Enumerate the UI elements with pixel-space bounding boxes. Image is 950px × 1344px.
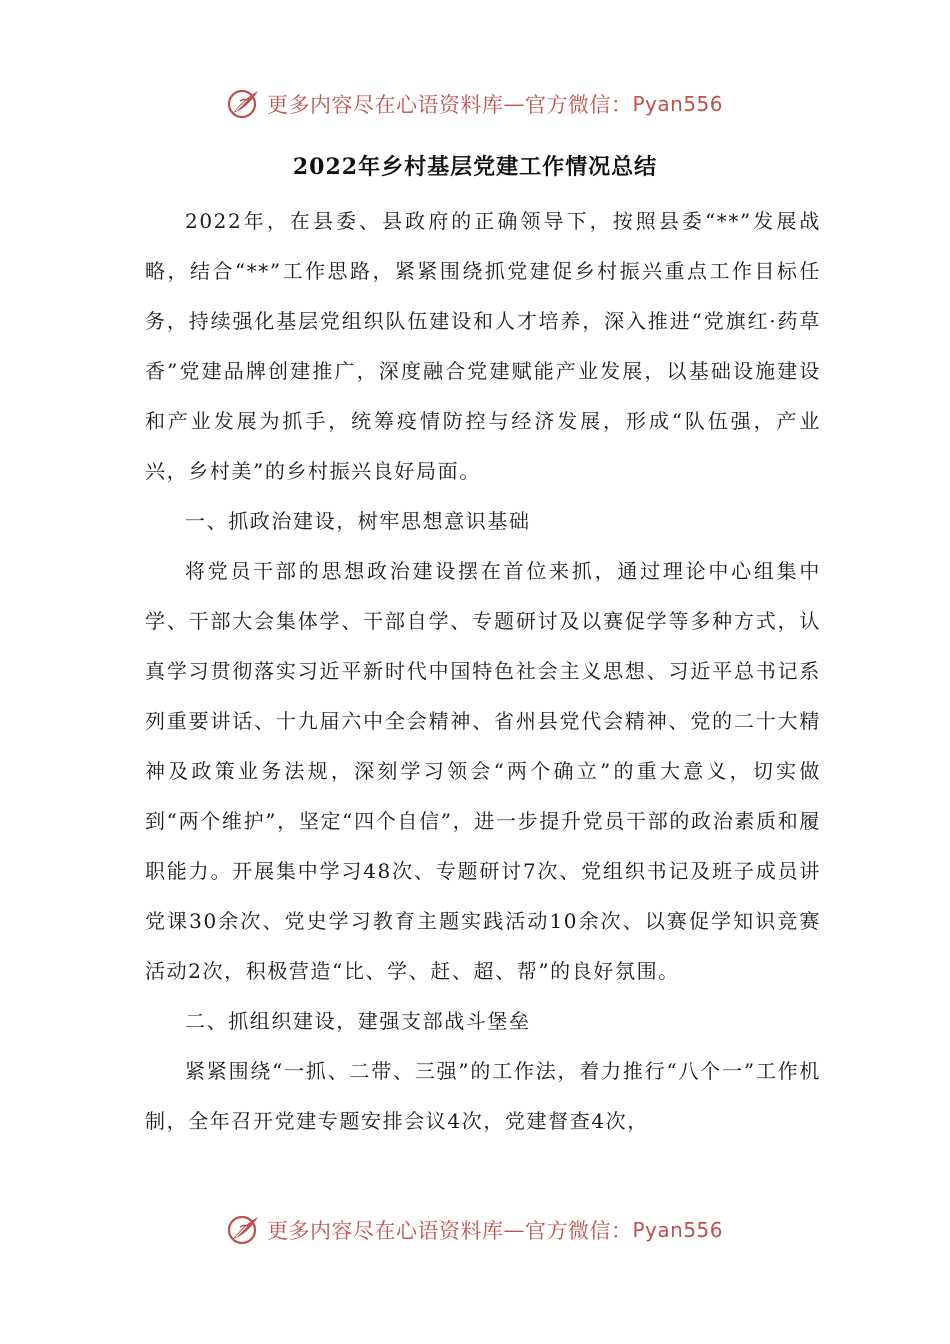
paragraph-political: 将党员干部的思想政治建设摆在首位来抓，通过理论中心组集中学、干部大会集体学、干部自学、专题研讨及以赛促学等多种方式，认真学习贯彻落实习近平新时代中国特色社会主义思想、习近平总书记系列重要讲话、十九届六中全会精神、省州县党代会精神、党的二十大精神及政策业务法规，深刻学习领会“两个确立”的重大意义，切实做到“两个维护”，坚定“四个自信”，进一步提升党员干部的政治素质和履职能力。开展集中学习48次、专题研讨7次、党组织书记及班子成员讲党课30余次、党史学习教育主题实践活动10余次、以赛促学知识竞赛活动2次，积极营造“比、学、赶、超、帮”的良好氛围。 [145,559,821,983]
header-watermark-banner [0,82,950,126]
banner-wechat-label: 官方微信： [524,93,633,117]
paragraph-intro: 2022年，在县委、县政府的正确领导下，按照县委“**”发展战略，结合“**”工作思路，紧紧围绕抓党建促乡村振兴重点工作目标任务，持续强化基层党组织队伍建设和人才培养，深入推进“党旗红·药草香”党建品牌创建推广，深度融合党建赋能产业发展，以基础设施建设和产业发展为抓手，统筹疫情防控与经济发展，形成“队伍强，产业兴，乡村美”的乡村振兴良好局面。 [145,209,821,483]
banner-main-text: 更多内容尽在心语资料库 [266,1219,504,1243]
document-body [145,196,821,1146]
document-title: 2022年乡村基层党建工作情况总结 [292,154,658,180]
banner-wechat-id: Pyan556 [632,92,723,116]
banner-wechat-label: 官方微信： [524,1219,633,1243]
footer-watermark-banner [0,1208,950,1252]
paragraph-organization: 紧紧围绕“一抓、二带、三强”的工作法，着力推行“八个一”工作机制，全年召开党建专题安排会议4次，党建督查4次， [145,1059,821,1133]
banner-main-text: 更多内容尽在心语资料库 [266,93,504,117]
quill-logo-icon [227,1213,261,1247]
section-heading-political: 一、抓政治建设，树牢思想意识基础 [185,509,531,533]
banner-wechat-id: Pyan556 [632,1218,723,1242]
quill-logo-icon [227,87,261,121]
banner-dash: — [503,1218,525,1242]
section-heading-organization: 二、抓组织建设，建强支部战斗堡垒 [185,1009,531,1033]
banner-dash: — [503,92,525,116]
